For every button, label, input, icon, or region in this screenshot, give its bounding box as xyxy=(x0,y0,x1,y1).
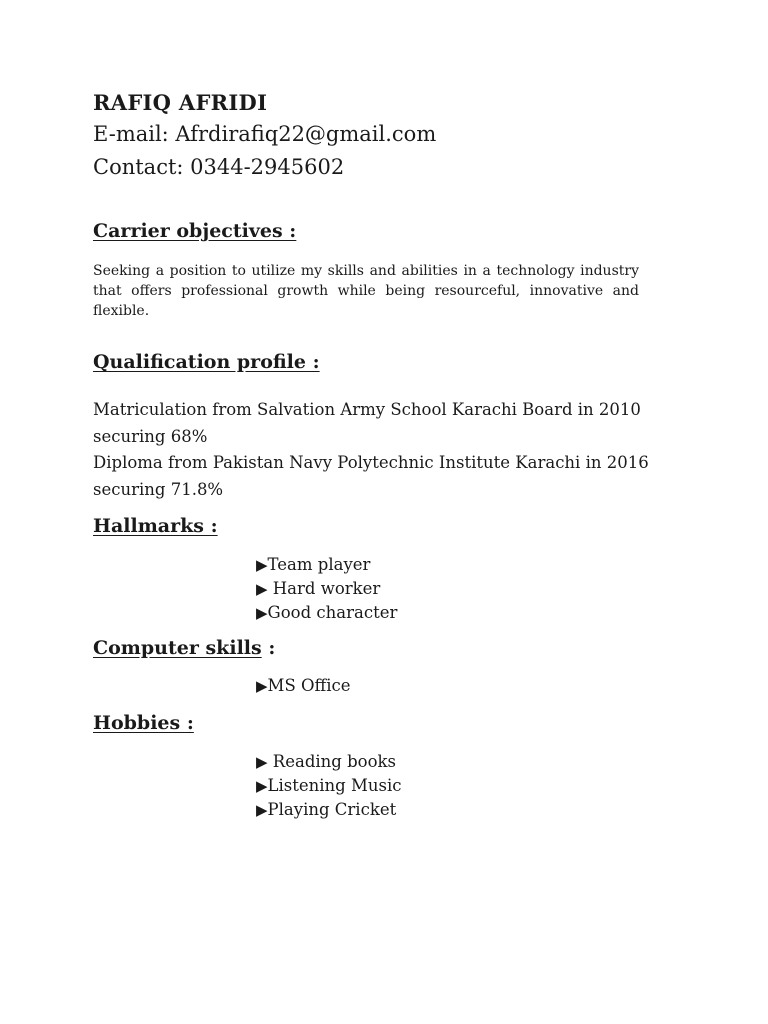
arrow-right-icon: ▶ xyxy=(256,801,268,819)
arrow-right-icon: ▶ xyxy=(256,556,268,574)
qualification-line: securing 68% xyxy=(93,426,208,446)
list-item-label: Good character xyxy=(267,603,398,622)
computer-skills-heading-text: Computer skills xyxy=(93,637,262,659)
list-item-label: MS Office xyxy=(267,676,351,695)
objective-text: Seeking a position to utilize my skills and abilities in a technology industry that offers professional growth while being resourceful, innovative and flexible. xyxy=(93,263,639,319)
arrow-right-icon: ▶ xyxy=(256,604,268,622)
computer-skills-heading xyxy=(93,637,275,659)
list-item-label: Hard worker xyxy=(267,579,381,598)
list-item-label: Listening Music xyxy=(267,776,402,795)
qualification-line: securing 71.8% xyxy=(93,479,224,499)
hallmarks-heading xyxy=(93,515,218,537)
computer-skills-heading-suffix: : xyxy=(261,637,276,659)
list-item xyxy=(256,577,397,601)
list-item xyxy=(256,601,397,625)
objective-heading xyxy=(93,220,296,242)
arrow-right-icon: ▶ xyxy=(256,753,268,771)
objective-heading-text: Carrier objectives : xyxy=(93,220,297,242)
list-item-label: Team player xyxy=(267,555,371,574)
arrow-right-icon: ▶ xyxy=(256,580,268,598)
arrow-right-icon: ▶ xyxy=(256,677,268,695)
list-item xyxy=(256,774,402,798)
list-item xyxy=(256,553,397,577)
hobbies-heading-text: Hobbies : xyxy=(93,712,194,734)
computer-skills-list xyxy=(256,674,351,698)
contact-line: Contact: 0344-2945602 xyxy=(93,155,345,179)
qualification-line: Matriculation from Salvation Army School Karachi Board in 2010 xyxy=(93,400,641,419)
list-item xyxy=(256,798,402,822)
email-line: E-mail: Afrdirafiq22@gmail.com xyxy=(93,122,437,146)
qualification-heading xyxy=(93,351,320,373)
list-item-label: Playing Cricket xyxy=(267,800,397,819)
list-item xyxy=(256,674,351,698)
arrow-right-icon: ▶ xyxy=(256,777,268,795)
list-item xyxy=(256,750,402,774)
hallmarks-list xyxy=(256,553,397,625)
qualification-line: Diploma from Pakistan Navy Polytechnic Institute Karachi in 2016 xyxy=(93,453,649,472)
list-item-label: Reading books xyxy=(267,752,396,771)
qualification-heading-text: Qualification profile : xyxy=(93,351,320,373)
hallmarks-heading-text: Hallmarks : xyxy=(93,515,218,537)
candidate-name: RAFIQ AFRIDI xyxy=(93,90,268,115)
hobbies-heading xyxy=(93,712,194,734)
qualification-list xyxy=(93,397,649,503)
hobbies-list xyxy=(256,750,402,822)
